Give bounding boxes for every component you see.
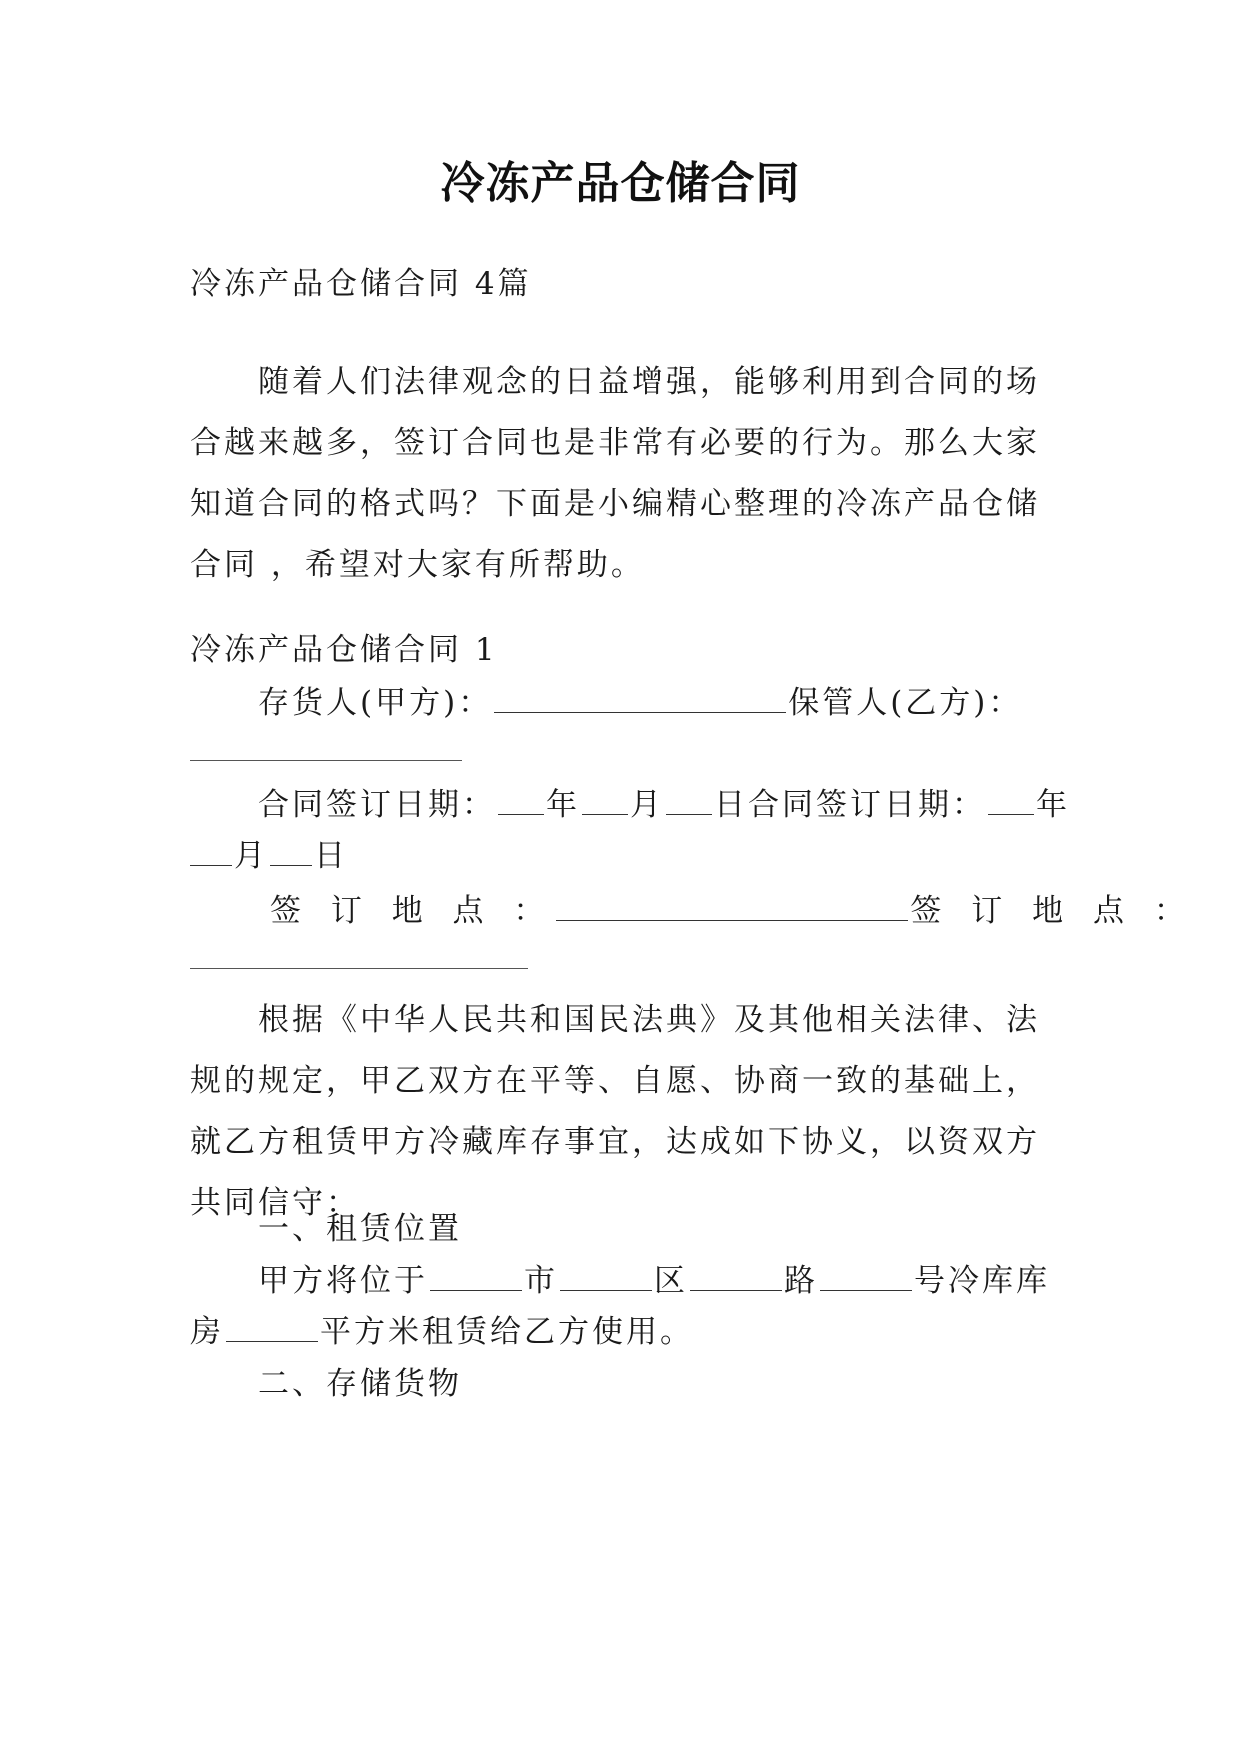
month-blank-1: [582, 813, 628, 815]
district-label: 区: [654, 1263, 688, 1299]
legal-basis-paragraph: 根据《中华人民共和国民法典》及其他相关法律、法规的规定，甲乙双方在平等、自愿、协商一致的基础上，就乙方租赁甲方冷藏库存事宜，达成如下协义，以资双方共同信守：: [190, 1002, 1040, 1221]
year-blank-1: [498, 813, 544, 815]
day-blank-2: [270, 864, 312, 866]
parties-line: [258, 683, 1060, 723]
date-label-2: 日合同签订日期：: [714, 787, 986, 823]
date-label-1: 合同签订日期：: [258, 787, 496, 823]
clause1-heading: 一、租赁位置: [258, 1211, 462, 1247]
clause1-area-line: [190, 1312, 1060, 1352]
section-heading: 冷冻产品仓储合同 1: [190, 632, 498, 668]
year-blank-2: [988, 813, 1034, 815]
date-line: [258, 785, 1070, 825]
number-label: 号冷库库: [914, 1263, 1050, 1299]
party-b-label: 保管人(乙方)：: [788, 685, 1023, 721]
year-label-2: 年: [1036, 787, 1070, 823]
intro-paragraph: 随着人们法律观念的日益增强，能够利用到合同的场合越来越多，签订合同也是非常有必要的行为。那么大家知道合同的格式吗？下面是小编精心整理的冷冻产品仓储合同 ，希望对大家有所帮助。: [190, 364, 1040, 583]
month-label-2: 月: [234, 838, 268, 874]
party-b-blank: [190, 760, 462, 761]
place-line: [270, 891, 1195, 931]
document-subtitle: 冷冻产品仓储合同 4篇: [190, 266, 532, 302]
road-label: 路: [784, 1263, 818, 1299]
clause1-text-end: 平方米租赁给乙方使用。: [320, 1314, 694, 1350]
city-label: 市: [524, 1263, 558, 1299]
number-blank: [820, 1289, 912, 1291]
area-blank: [226, 1340, 318, 1342]
date-line-cont: [190, 836, 1060, 876]
place-label-2: 签 订 地 点 ：: [910, 893, 1195, 929]
place-blank-1: [556, 919, 908, 921]
year-label-1: 年: [546, 787, 580, 823]
city-blank: [430, 1289, 522, 1291]
road-blank: [690, 1289, 782, 1291]
room-label: 房: [190, 1314, 224, 1350]
month-label-1: 月: [630, 787, 664, 823]
clause1-location-line: [258, 1261, 1060, 1301]
document-title: 冷冻产品仓储合同: [440, 158, 801, 209]
place-label-1: 签 订 地 点 ：: [270, 893, 555, 929]
party-a-blank: [494, 711, 786, 713]
month-blank-2: [190, 864, 232, 866]
day-label-2: 日: [314, 838, 348, 874]
party-a-label: 存货人(甲方)：: [258, 685, 493, 721]
place-blank-2: [190, 968, 528, 969]
district-blank: [560, 1289, 652, 1291]
day-blank-1: [666, 813, 712, 815]
clause2-heading: 二、存储货物: [258, 1366, 462, 1402]
clause1-text-a: 甲方将位于: [258, 1263, 428, 1299]
